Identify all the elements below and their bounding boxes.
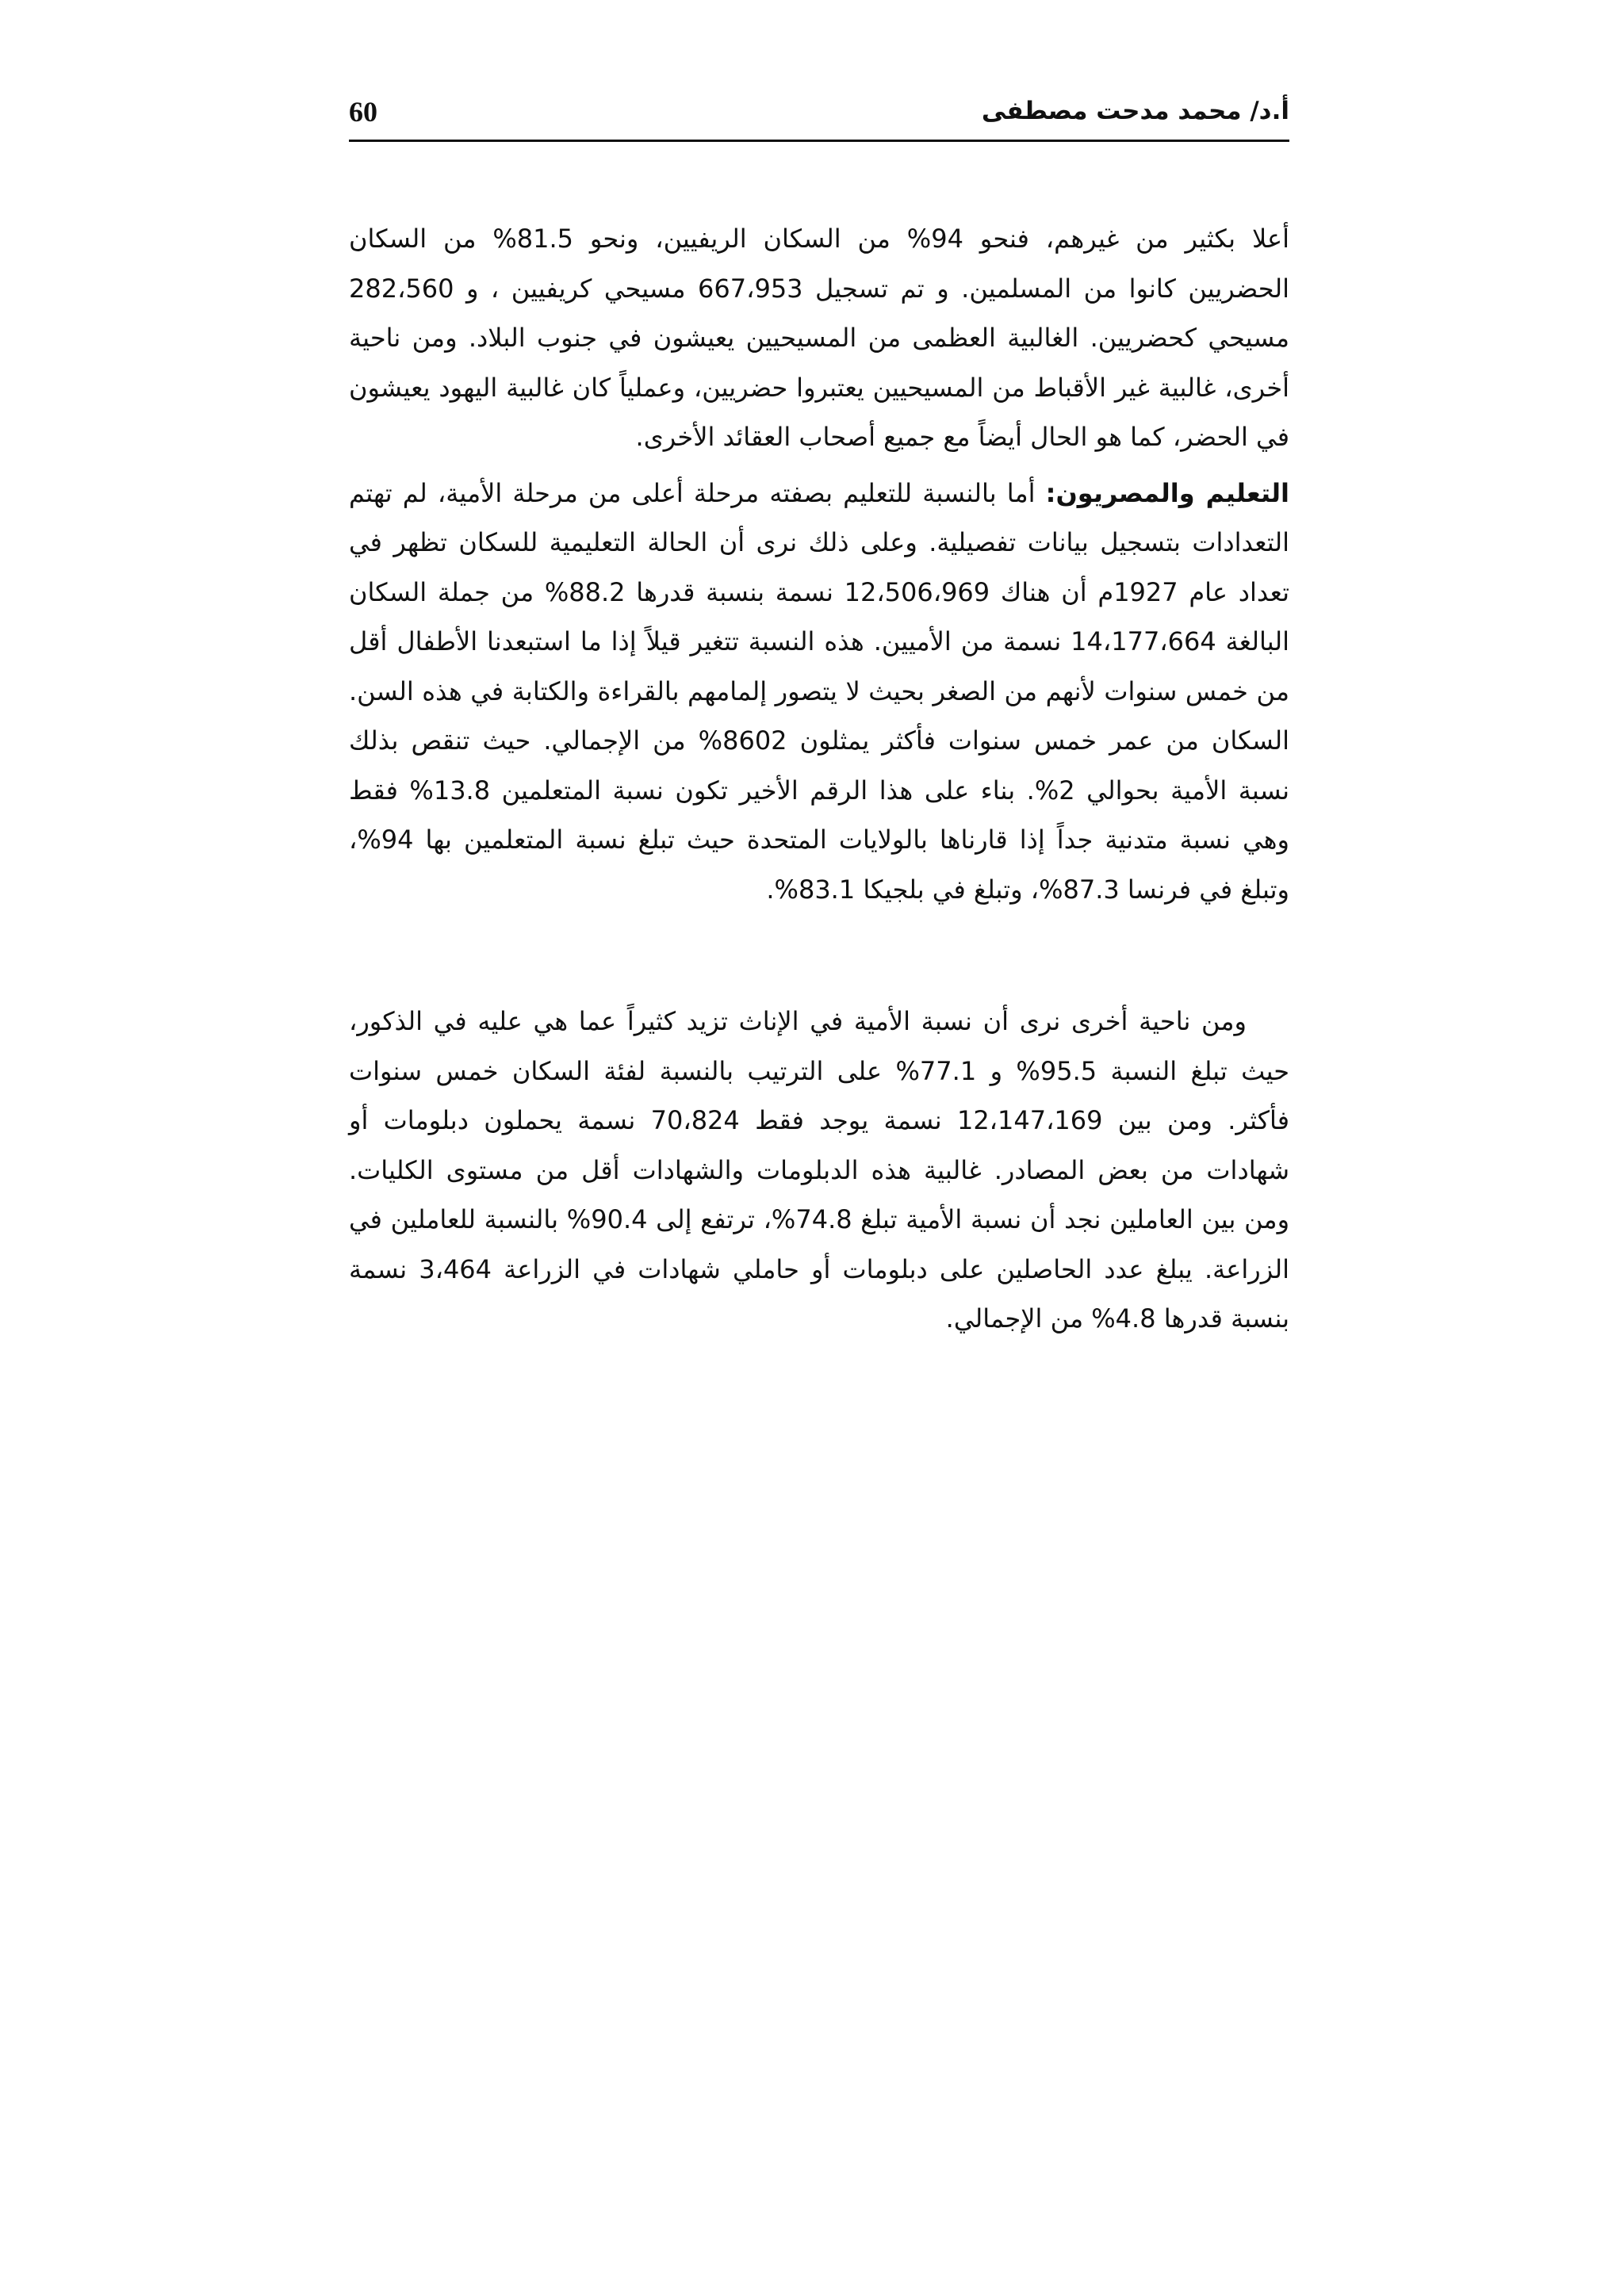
paragraph-education [349,469,1289,915]
section-lead-heading: التعليم والمصريون: [1045,477,1290,508]
body-text [349,214,1289,1344]
page-header [349,89,1289,142]
page-number: 60 [349,96,377,128]
paragraph-female-illiteracy [349,997,1289,1344]
paragraph-text: ومن ناحية أخرى نرى أن نسبة الأمية في الإناث تزيد كثيراً عما هي عليه في الذكور، حيث تبلغ النسبة 95.5% و 77.1% على الترتيب بالنسبة لفئة السكان خمس سنوات فأكثر. ومن بين 12،147،169 نسمة يوجد فقط 70،824 نسمة يحملون دبلومات أو شهادات من بعض المصادر. غالبية هذه الدبلومات والشهادات أقل من مستوى الكليات. ومن بين العاملين نجد أن نسبة الأمية تبلغ 74.8%، ترتفع إلى 90.4% بالنسبة للعاملين في الزراعة. يبلغ عدد الحاصلين على دبلومات أو حاملي شهادات في الزراعة 3،464 نسمة بنسبة قدرها 4.8% من الإجمالي. [349,1006,1290,1334]
paragraph-text: أعلا بكثير من غيرهم، فنحو 94% من السكان الريفيين، ونحو 81.5% من السكان الحضريين كانوا من المسلمين. و تم تسجيل 667،953 مسيحي كريفيين ، و 282،560 مسيحي كحضريين. الغالبية العظمى من المسيحيين يعيشون في جنوب البلاد. ومن ناحية أخرى، غالبية غير الأقباط من المسيحيين يعتبروا حضريين، وعملياً كان غالبية اليهود يعيشون في الحضر، كما هو الحال أيضاً مع جميع أصحاب العقائد الأخرى. [349,224,1290,452]
paragraph-religion [349,214,1289,462]
author-name: أ.د/ محمد مدحت مصطفى [981,97,1289,125]
paragraph-text: أما بالنسبة للتعليم بصفته مرحلة أعلى من مرحلة الأمية، لم تهتم التعدادات بتسجيل بيانات تفصيلية. وعلى ذلك نرى أن الحالة التعليمية للسكان تظهر في تعداد عام 1927م أن هناك 12،506،969 نسمة بنسبة قدرها 88.2% من جملة السكان البالغة 14،177،664 نسمة من الأميين. هذه النسبة تتغير قيلاً إذا ما استبعدنا الأطفال أقل من خمس سنوات لأنهم من الصغر بحيث لا يتصور إلمامهم بالقراءة والكتابة في هذه السن. السكان من عمر خمس سنوات فأكثر يمثلون 8602% من الإجمالي. حيث تنقص بذلك نسبة الأمية بحوالي 2%. بناء على هذا الرقم الأخير تكون نسبة المتعلمين 13.8% فقط وهي نسبة متدنية جداً إذا قارناها بالولايات المتحدة حيث تبلغ نسبة المتعلمين بها 94%، وتبلغ في فرنسا 87.3%، وتبلغ في بلجيكا 83.1%. [349,477,1290,905]
